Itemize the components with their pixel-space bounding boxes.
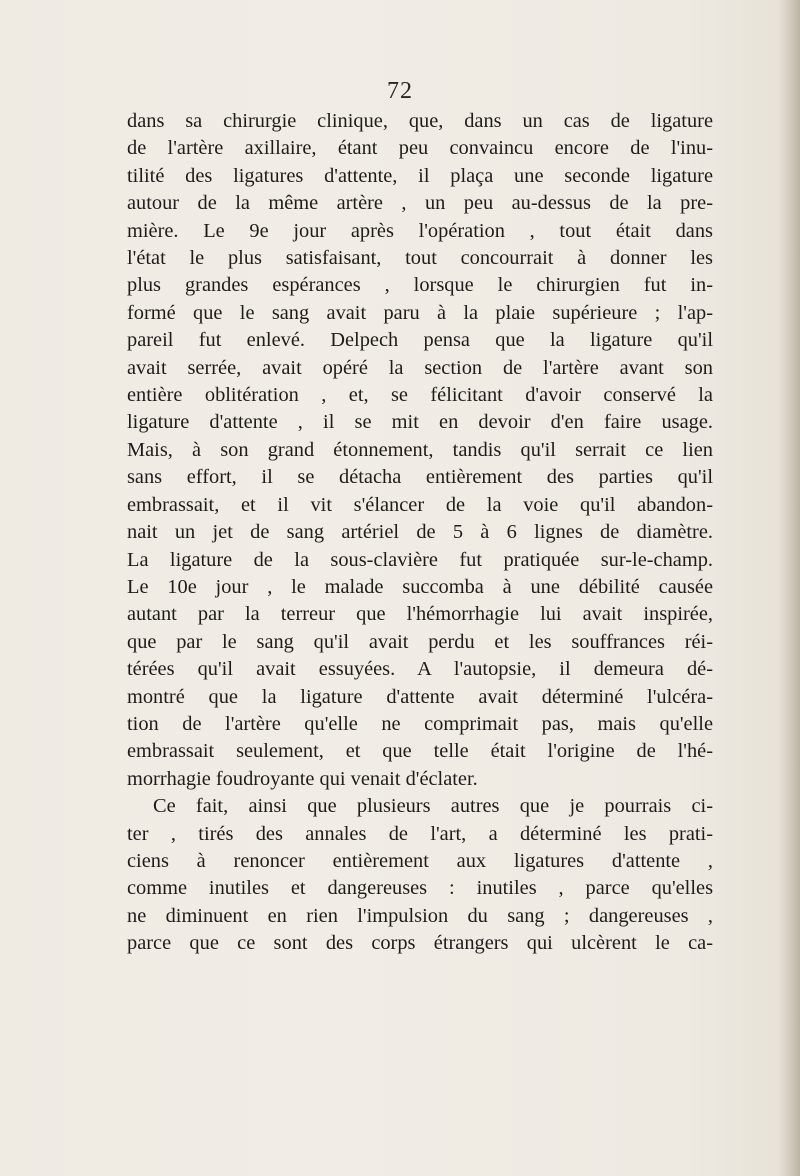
text-line: ligature d'attente , il se mit en devoir d'en faire usage. (127, 411, 713, 434)
text-line: autant par la terreur que l'hémorrhagie lui avait inspirée, (127, 603, 713, 626)
text-line: pareil fut enlevé. Delpech pensa que la ligature qu'il (127, 329, 713, 352)
text-line: plus grandes espérances , lorsque le chirurgien fut in- (127, 274, 713, 297)
text-line: Le 10e jour , le malade succomba à une débilité causée (127, 575, 713, 598)
text-line: ciens à renoncer entièrement aux ligatures d'attente , (127, 849, 713, 872)
text-line: embrassait seulement, et que telle était l'origine de l'hé- (127, 740, 713, 763)
text-line: sans effort, il se détacha entièrement des parties qu'il (127, 466, 713, 489)
text-line: ter , tirés des annales de l'art, a déterminé les prati- (127, 822, 713, 845)
text-line: de l'artère axillaire, étant peu convaincu encore de l'inu- (127, 137, 713, 160)
text-line: Ce fait, ainsi que plusieurs autres que je pourrais ci- (153, 795, 713, 818)
text-line: l'état le plus satisfaisant, tout concourrait à donner les (127, 247, 713, 270)
text-line: mière. Le 9e jour après l'opération , tout était dans (127, 219, 713, 242)
text-line: morrhagie foudroyante qui venait d'éclater. (127, 767, 478, 790)
body-text (127, 108, 713, 958)
text-line: dans sa chirurgie clinique, que, dans un cas de ligature (127, 110, 713, 132)
text-line: tion de l'artère qu'elle ne comprimait pas, mais qu'elle (127, 712, 713, 735)
text-line: La ligature de la sous-clavière fut pratiquée sur-le-champ. (127, 548, 713, 571)
text-line: tilité des ligatures d'attente, il plaça une seconde ligature (127, 164, 713, 187)
text-line: ne diminuent en rien l'impulsion du sang ; dangereuses , (127, 904, 713, 927)
text-line: embrassait, et il vit s'élancer de la voie qu'il abandon- (127, 493, 713, 516)
page-number: 72 (387, 78, 413, 104)
text-line: Mais, à son grand étonnement, tandis qu'il serrait ce lien (127, 438, 713, 461)
text-line: que par le sang qu'il avait perdu et les souffrances réi- (127, 630, 713, 653)
text-line: parce que ce sont des corps étrangers qui ulcèrent le ca- (127, 932, 713, 955)
text-line: formé que le sang avait paru à la plaie supérieure ; l'ap- (127, 301, 713, 324)
text-line: comme inutiles et dangereuses : inutiles , parce qu'elles (127, 877, 713, 900)
text-line: nait un jet de sang artériel de 5 à 6 lignes de diamètre. (127, 521, 713, 544)
page-edge-shadow (778, 0, 800, 1176)
text-line: avait serrée, avait opéré la section de l'artère avant son (127, 356, 713, 379)
text-line: térées qu'il avait essuyées. A l'autopsie, il demeura dé- (127, 658, 713, 681)
text-line: entière oblitération , et, se félicitant d'avoir conservé la (127, 384, 713, 407)
text-line: montré que la ligature d'attente avait déterminé l'ulcéra- (127, 685, 713, 708)
text-line: autour de la même artère , un peu au-dessus de la pre- (127, 192, 713, 215)
